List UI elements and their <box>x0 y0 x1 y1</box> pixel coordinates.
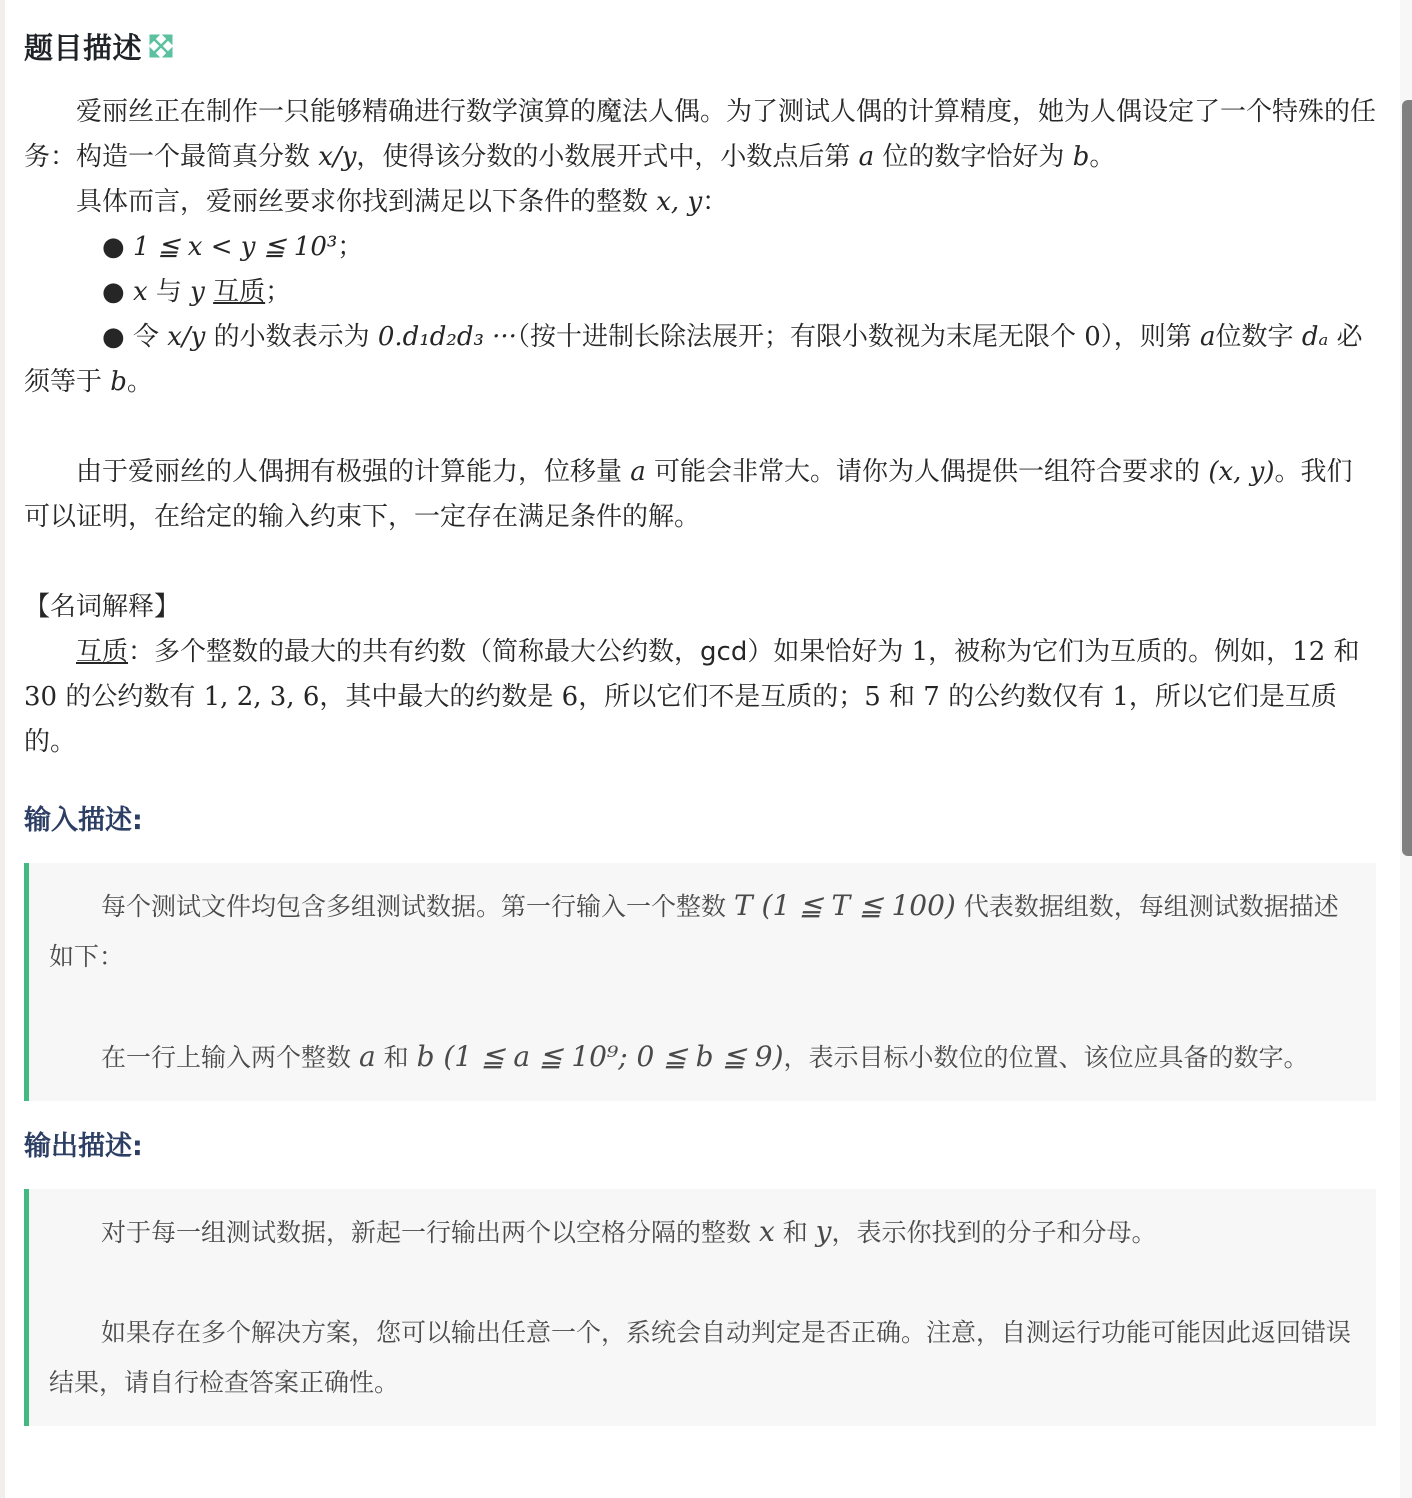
problem-content <box>24 24 1376 1426</box>
glossary-term: 互质 <box>76 637 129 667</box>
page-title: 题目描述 <box>24 30 143 65</box>
output-paragraph-1: 对于每一组测试数据，新起一行输出两个以空格分隔的整数 x 和 y，表示你找到的分子和分母。 <box>101 1215 1157 1248</box>
input-paragraph-2: 在一行上输入两个整数 a 和 b (1 ≦ a ≦ 10⁹; 0 ≦ b ≦ 9)，表示目标小数位的位置、该位应具备的数字。 <box>101 1040 1309 1073</box>
coprime-link[interactable]: 互质 <box>213 277 266 307</box>
description-paragraph-1: 爱丽丝正在制作一只能够精确进行数学演算的魔法人偶。为了测试人偶的计算精度，她为人偶设定了一个特殊的任务：构造一个最简真分数 x/y，使得该分数的小数展开式中，小数点后第 a 位的数字恰好为 b。 <box>24 97 1377 172</box>
problem-description <box>24 90 1376 765</box>
condition-item-2: ● x 与 y 互质； <box>102 277 292 307</box>
left-edge-border <box>0 0 5 1498</box>
description-paragraph-3: 由于爱丽丝的人偶拥有极强的计算能力，位移量 a 可能会非常大。请你为人偶提供一组符合要求的 (x, y)。我们可以证明，在给定的输入约束下，一定存在满足条件的解。 <box>24 457 1353 532</box>
glossary-title: 【名词解释】 <box>24 592 181 622</box>
description-paragraph-2: 具体而言，爱丽丝要求你找到满足以下条件的整数 x, y： <box>76 187 729 217</box>
scrollbar-track[interactable] <box>1400 0 1412 1498</box>
condition-item-3: ● 令 x/y 的小数表示为 0.d₁d₂d₃ ···（按十进制长除法展开；有限小数视为末尾无限个 0），则第 a位数字 dₐ 必须等于 b。 <box>24 322 1363 397</box>
title-row <box>24 24 1376 68</box>
input-description-box <box>24 863 1376 1101</box>
output-heading: 输出描述: <box>24 1131 143 1162</box>
input-paragraph-1: 每个测试文件均包含多组测试数据。第一行输入一个整数 T (1 ≦ T ≦ 100) 代表数据组数，每组测试数据描述如下： <box>49 889 1339 971</box>
expand-arrows-icon[interactable] <box>148 33 174 59</box>
output-paragraph-2: 如果存在多个解决方案，您可以输出任意一个，系统会自动判定是否正确。注意，自测运行功能可能因此返回错误结果，请自行检查答案正确性。 <box>49 1318 1352 1397</box>
input-heading: 输入描述: <box>24 805 143 836</box>
scrollbar-thumb[interactable] <box>1402 100 1412 856</box>
condition-item-1: ● 1 ≦ x < y ≦ 10³； <box>102 232 364 262</box>
glossary-paragraph: 互质：多个整数的最大的共有约数（简称最大公约数，gcd）如果恰好为 1，被称为它们为互质的。例如，12 和 30 的公约数有 1, 2, 3, 6，其中最大的约数是 6，所以它们不是互质的；5 和 7 的公约数仅有 1，所以它们是互质的。 <box>24 637 1360 757</box>
output-description-box <box>24 1189 1376 1426</box>
